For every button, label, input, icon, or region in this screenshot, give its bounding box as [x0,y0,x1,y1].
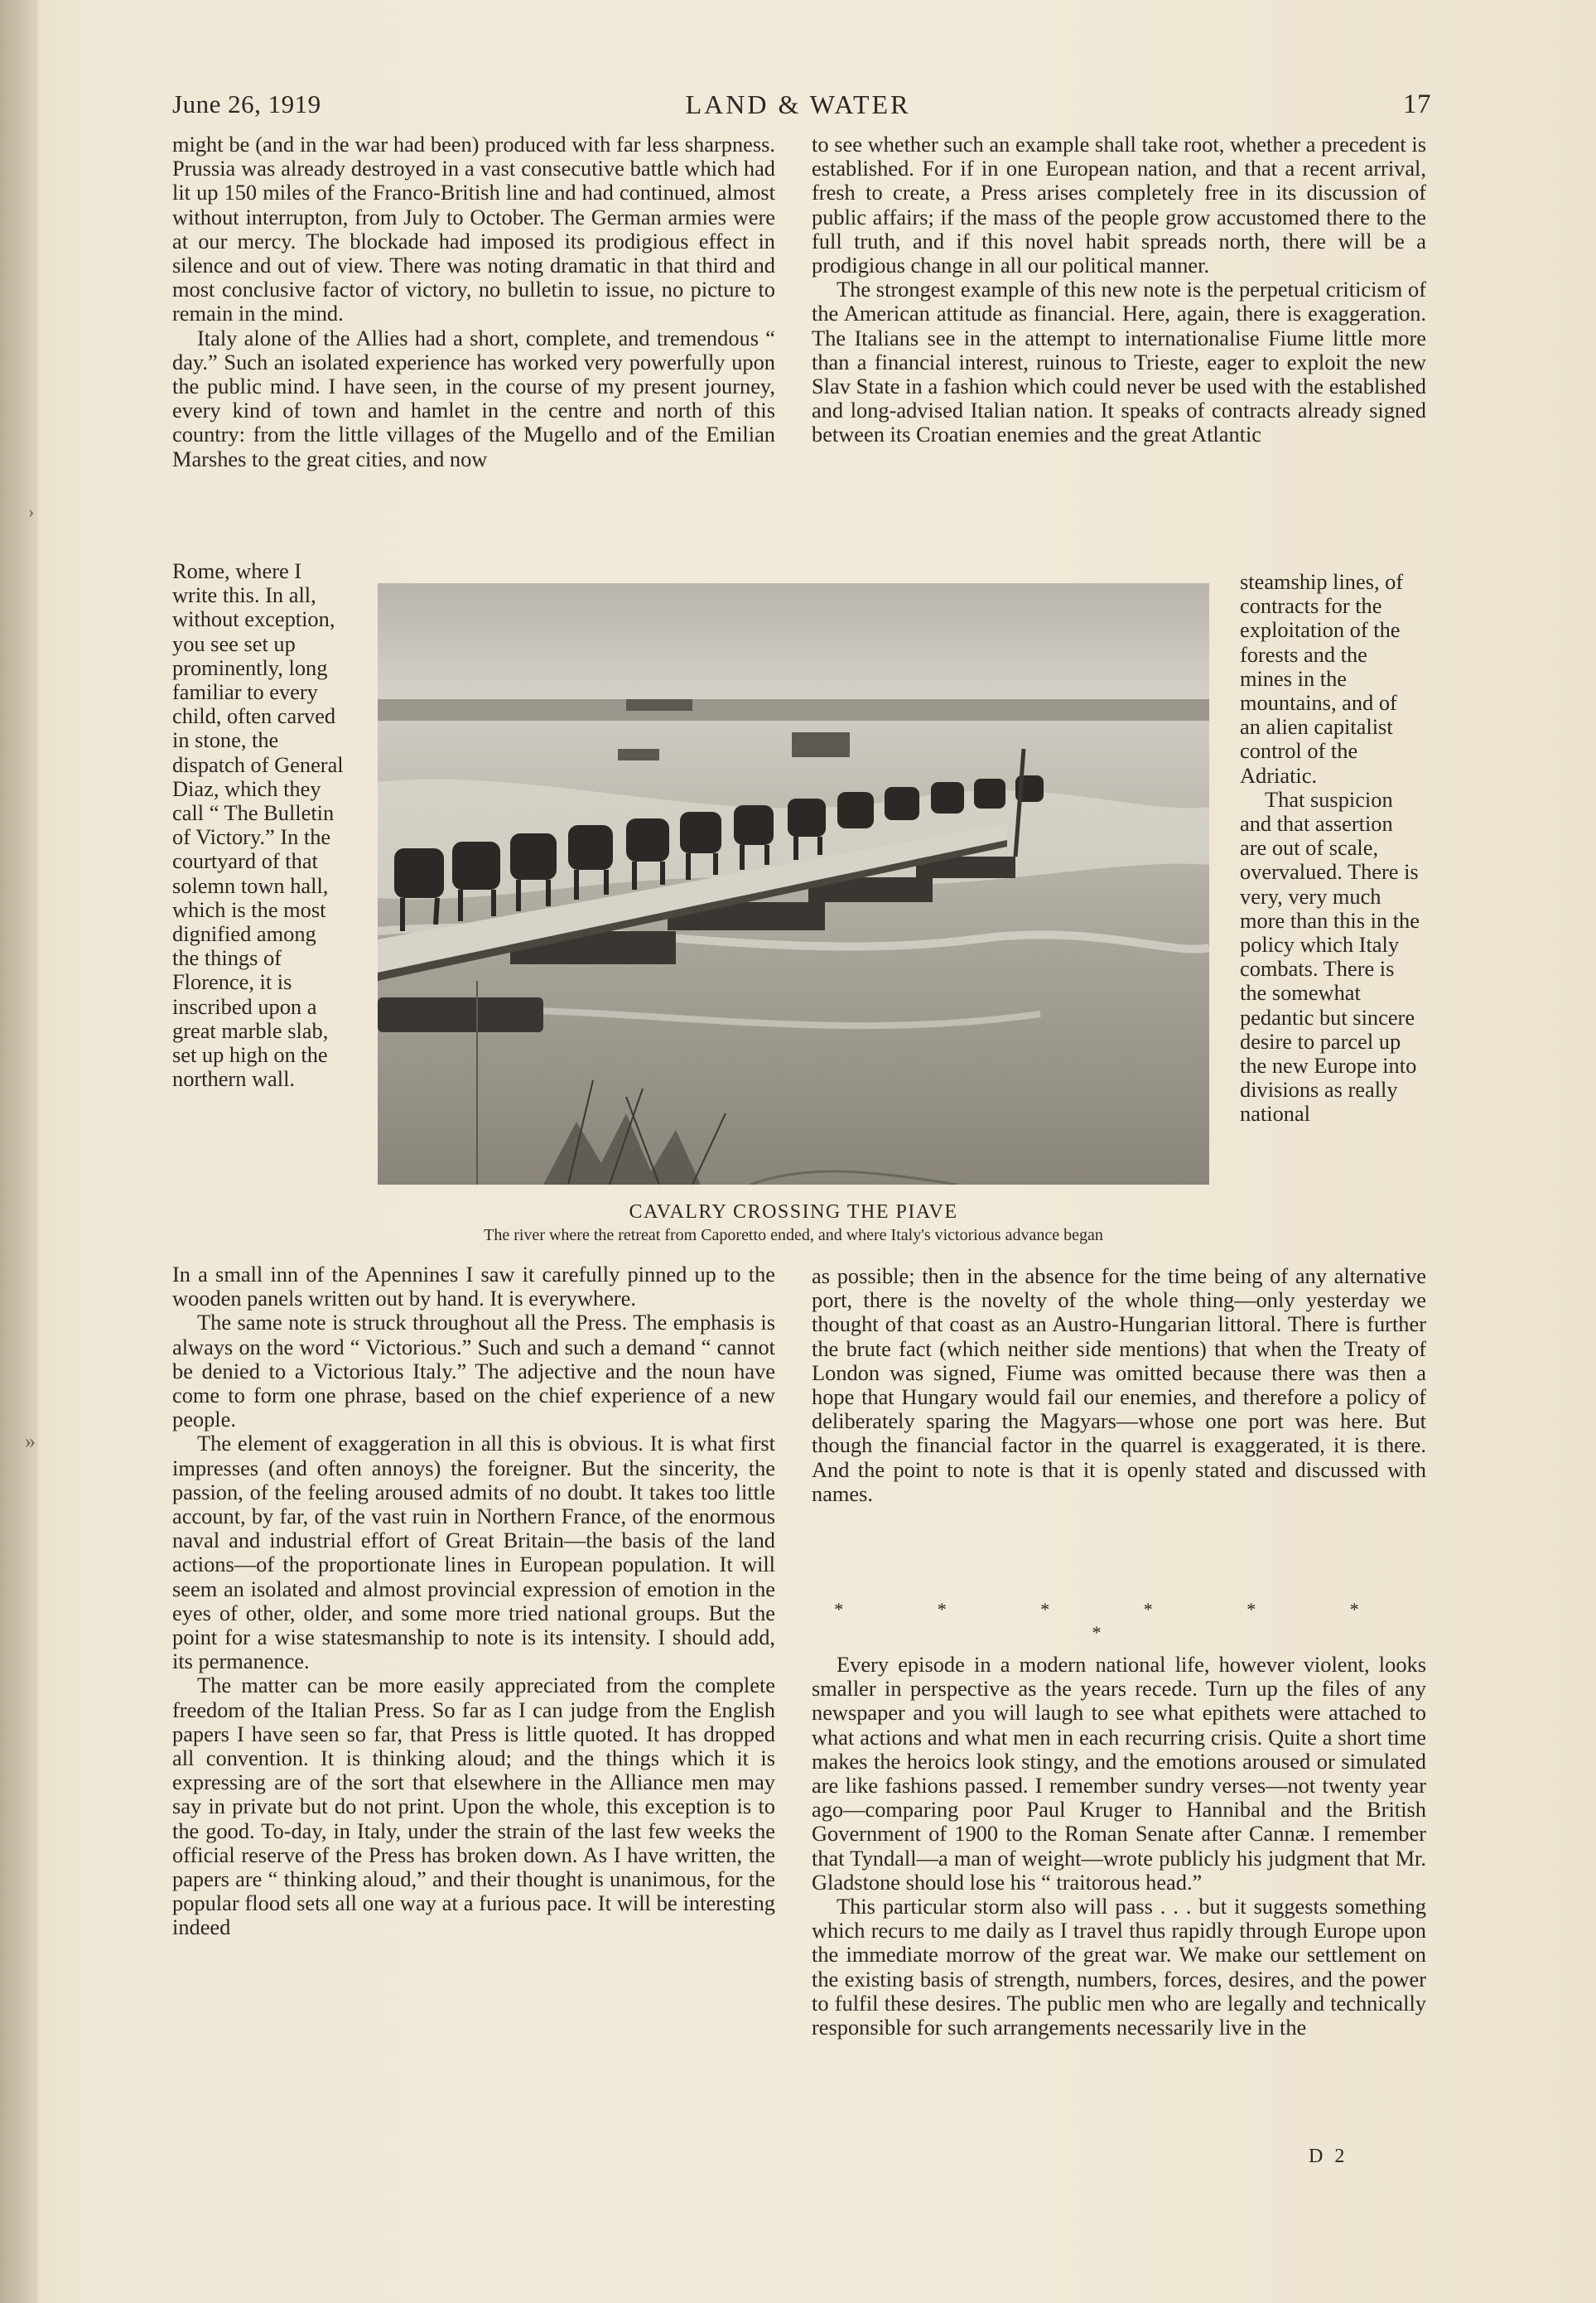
paragraph: The element of exaggeration in all this is obvious. It is what first impresses (and often annoys) the foreigner. But the sincerity, the passion, of the feeling aroused admits of no doubt. It takes too little account, by far, of the vast ruin in Northern France, of the enormous naval and industrial effort of Great Britain—the basis of the land actions—of the proportionate lines in European population. It will seem an isolated and almost provincial expression of emotion in the eyes of other, older, and some more tried national groups. But the point for a wise statesmanship to note is its intensity. I should add, its permanence. [172,1431,775,1674]
right-column-top [812,133,1426,447]
page-number: 17 [1403,89,1431,119]
paragraph: The strongest example of this new note is the perpetual criticism of the American attitude as financial. Here, again, there is exaggeration. The Italians see in the attempt to internationalise Fiume little more than a financial interest, ruinous to Trieste, eager to exploit the new Slav State in a fashion which could never be used with the established and long-advised Italian nation. It speaks of contracts already signed between its Croatian enemies and the great Atlantic [812,277,1426,447]
left-column-top [172,133,775,471]
margin-mark: › [28,501,35,522]
paragraph: The same note is struck throughout all the Press. The emphasis is always on the word “ Victorious.” Such and such a demand “ cannot be denied to a Victorious Italy.” The adjective and the noun have come to form one phrase, based on the chief experience of a new people. [172,1310,775,1432]
paragraph: Every episode in a modern national life, however violent, looks smaller in perspective as the years recede. Turn up the files of any newspaper and you will laugh to see what epithets were attached to what actions and what men in each recurring crisis. Quite a short time makes the heroics look stingy, and the emotions aroused or simulated are like fashions passed. I remember sundry verses—not twenty year ago—comparing poor Paul Kruger to Hannibal and the British Government of 1900 to the Roman Senate after Cannæ. I remember that Tyndall—a man of weight—wrote publicly his judgment that Mr. Gladstone should lose his “ traitorous head.” [812,1652,1426,1895]
photo-cavalry-crossing [378,583,1209,1185]
right-column-final [812,1595,1426,2040]
binding-spine [0,0,38,2303]
paragraph: as possible; then in the absence for the time being of any alternative port, there is the novelty of the whole thing—only yesterday we thought of that coast as an Austro-Hungarian littoral. There is further the brute fact (which neither side mentions) that when the Treaty of London was signed, Fiume was omitted because there was then a hope that Hungary would fail our enemies, and therefore a policy of deliberately sparing the Magyars—whose one port was here. But though the financial factor in the quarrel is exaggerated, it is there. And the point to note is that it is openly stated and discussed with names. [812,1263,1426,1506]
paragraph: to see whether such an example shall take root, whether a precedent is established. For if in one European nation, and that a recent arrival, fresh to create, a Press arises completely free in its discussion of public affairs; if the mass of the people grow accustomed there to the full truth, and if this novel habit spreads north, there will be a prodigious change in all our political manner. [812,132,1426,278]
paragraph: Italy alone of the Allies had a short, complete, and tremendous “ day.” Such an isolated experience has worked very powerfully upon the public mind. I have seen, in the course of my present journey, every kind of town and hamlet in the centre and north of this country: from the little villages of the Mugello and of the Emilian Marshes to the great cities, and now [172,325,775,471]
paragraph: might be (and in the war had been) produced with far less sharpness. Prussia was already destroyed in a vast consecutive battle which had lit up 150 miles of the Franco-British line and had continued, almost without interrupton, from July to October. The German armies were at our mercy. The blockade had imposed its prodigious effect in silence and out of view. There was noting dramatic in that third and most conclusive factor of victory, no bulletin to issue, no picture to remain in the mind. [172,132,775,326]
paragraph: The matter can be more easily appreciated from the complete freedom of the Italian Press. So far as I can judge from the English papers I have seen so far, that Press is little quoted. It has dropped all convention. It is thinking aloud; and the things which it is expressing are of the sort that elsewhere in the Alliance men may say in private but do not print. Upon the whole, this exception is to the good. To-day, in Italy, under the strain of the last few weeks the official reserve of the Press has broken down. As I have written, the papers are “ thinking aloud,” and their thought is unanimous, for the popular flood sets all one way at a furious pace. It will be interesting indeed [172,1673,775,1940]
figure-caption-title: CAVALRY CROSSING THE PIAVE [629,1201,958,1223]
paragraph: In a small inn of the Apennines I saw it carefully pinned up to the wooden panels written out by hand. It is everywhere. [172,1262,775,1311]
right-column-bottom [812,1264,1426,1506]
paragraph: This particular storm also will pass . . . but it suggests something which recurs to me daily as I travel thus rapidly through Europe upon the immediate morrow of the great war. We make our settlement on the existing basis of strength, numbers, forces, desires, and the power to fulfil these desires. The public men who are legally and technically responsible for such arrangements necessarily live in the [812,1894,1426,2040]
figure-caption-subtitle: The river where the retreat from Caporetto ended, and where Italy's victorious advance began [484,1226,1103,1244]
margin-mark: » [25,1429,36,1453]
section-separator: * * * * * * * [834,1599,1404,1643]
paragraph: Rome, where I write this. In all, without exception, you see set up prominently, long familiar to every child, often carved in stone, the dispatch of General Diaz, which they call “ The Bulletin of Victory.” In the courtyard of that solemn town hall, which is the most dignified among the things of Florence, it is inscribed upon a great marble slab, set up high on the northern wall. [172,558,344,1092]
photo-illustration [378,583,1209,1185]
left-column-wrap [172,559,348,1091]
printer-signature: D 2 [1309,2146,1348,2167]
right-column-wrap [1240,570,1420,1127]
magazine-title: LAND & WATER [685,89,911,119]
issue-date: June 26, 1919 [172,89,321,118]
left-column-bottom [172,1263,775,1940]
paragraph: steamship lines, of contracts for the exploitation of the forests and the mines in the mountains, and of an alien capitalist control of the Adriatic. [1240,569,1404,788]
paragraph: That suspicion and that assertion are out of scale, overvalued. There is very, very much more than this in the policy which Italy combats. There is the somewhat pedantic but sincere desire to parcel up the new Europe into divisions as really national [1240,786,1420,1127]
